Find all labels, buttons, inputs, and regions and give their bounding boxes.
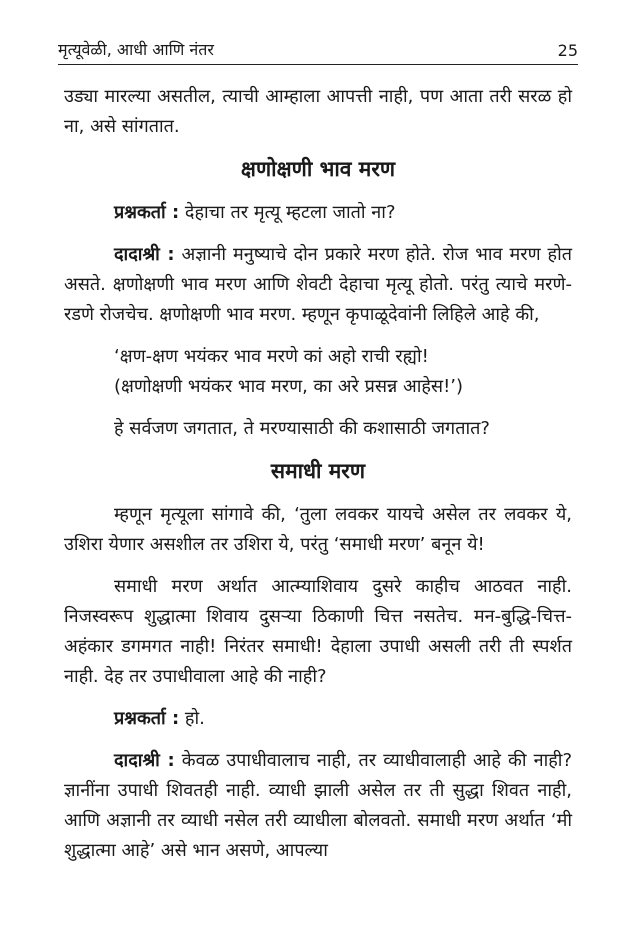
paragraph: म्हणून मृत्यूला सांगावे की, ‘तुला लवकर यायचे असेल तर लवकर ये, उशिरा येणार असशील तर उशिरा ये, परंतु ‘समाधी मरण’ बनून ये!: [64, 504, 572, 555]
paragraph: उड्या मारल्या असतील, त्याची आम्हाला आपत्ती नाही, पण आता तरी सरळ हो ना, असे सांगतात.: [64, 86, 572, 137]
speech-text: हो.: [179, 708, 205, 729]
answer-paragraph: [64, 746, 572, 866]
speaker-label: प्रश्नकर्ता :: [114, 202, 180, 223]
verse-line: (क्षणोक्षणी भयंकर भाव मरण, का अरे प्रसन्न आहेस!’): [114, 376, 464, 397]
page-body: [64, 82, 572, 878]
header-title: मृत्यूवेळी, आधी आणि नंतर: [58, 40, 214, 59]
section-heading: क्षणोक्षणी भाव मरण: [240, 157, 396, 181]
verse-line: ‘क्षण-क्षण भयंकर भाव मरणे कां अहो राची रह्यो!: [114, 346, 429, 367]
speaker-label: दादाश्री :: [114, 244, 175, 265]
speech-text: केवळ उपाधीवालाच नाही, तर व्याधीवालाही आहे की नाही? ज्ञानींना उपाधी शिवतही नाही. व्याधी झाली असेल तर ती सुद्धा शिवत नाही, आणि अज्ञानी तर व्याधी नसेल तरी व्याधीला बोलवतो. समाधी मरण अर्थात ‘मी शुद्धात्मा आहे’ असे भान असणे, आपल्या: [64, 750, 573, 861]
running-header: [58, 34, 578, 65]
section-heading: समाधी मरण: [270, 459, 366, 483]
question-paragraph: [64, 198, 572, 228]
paragraph: हे सर्वजण जगतात, ते मरण्यासाठी की कशासाठी जगतात?: [114, 418, 490, 439]
speaker-label: प्रश्नकर्ता :: [114, 708, 180, 729]
speech-text: देहाचा तर मृत्यू म्हटला जातो ना?: [179, 202, 396, 223]
speech-text: अज्ञानी मनुष्याचे दोन प्रकारे मरण होते. रोज भाव मरण होत असते. क्षणोक्षणी भाव मरण आणि शेवटी देहाचा मृत्यू होतो. परंतु त्याचे मरणे-रडणे रोजचेच. क्षणोक्षणी भाव मरण. म्हणून कृपाळूदेवांनी लिहिले आहे की,: [64, 244, 572, 325]
answer-paragraph: [64, 240, 572, 330]
paragraph: समाधी मरण अर्थात आत्म्याशिवाय दुसरे काहीच आठवत नाही. निजस्वरूप शुद्धात्मा शिवाय दुसऱ्या ठिकाणी चित्त नसतेच. मन-बुद्धि-चित्त-अहंकार डगमगत नाही! निरंतर समाधी! देहाला उपाधी असली तरी ती स्पर्शत नाही. देह तर उपाधीवाला आहे की नाही?: [64, 576, 572, 687]
question-paragraph: [64, 704, 572, 734]
verse-quote: [114, 342, 572, 402]
speaker-label: दादाश्री :: [114, 750, 175, 771]
page-number: 25: [557, 41, 578, 60]
